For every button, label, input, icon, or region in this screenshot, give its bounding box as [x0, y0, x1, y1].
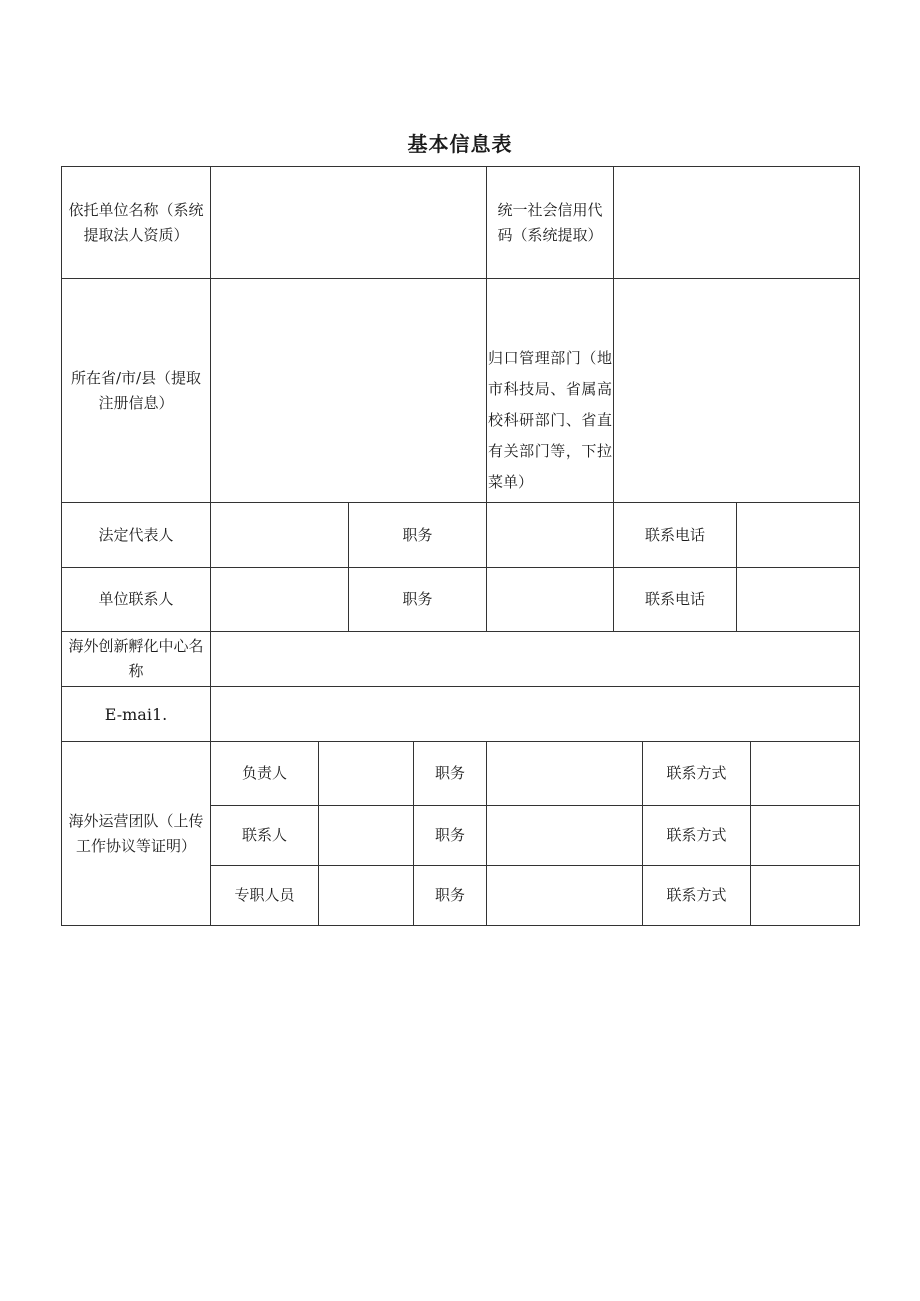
- dept-dropdown[interactable]: [613, 278, 860, 503]
- team-post-label: 职务: [413, 805, 487, 866]
- unit-contact-field[interactable]: [210, 567, 349, 632]
- legal-rep-post-field[interactable]: [486, 502, 614, 568]
- team-post-label: 职务: [413, 741, 487, 806]
- unit-contact-post-field[interactable]: [486, 567, 614, 632]
- credit-code-field[interactable]: [613, 166, 860, 279]
- team-role-label: 负责人: [210, 741, 319, 806]
- credit-code-label: 统一社会信用代码（系统提取）: [486, 166, 614, 279]
- location-label: 所在省/市/县（提取注册信息）: [61, 278, 211, 503]
- team-staff-name-field[interactable]: [318, 865, 414, 926]
- legal-rep-phone-label: 联系电话: [613, 502, 737, 568]
- team-contact-contact-field[interactable]: [750, 805, 860, 866]
- unit-contact-post-label: 职务: [348, 567, 487, 632]
- team-contact-label: 联系方式: [642, 865, 751, 926]
- unit-contact-phone-label: 联系电话: [613, 567, 737, 632]
- team-label: 海外运营团队（上传工作协议等证明）: [61, 741, 211, 926]
- unit-name-label: 依托单位名称（系统提取法人资质）: [61, 166, 211, 279]
- legal-rep-phone-field[interactable]: [736, 502, 860, 568]
- team-post-label: 职务: [413, 865, 487, 926]
- location-field[interactable]: [210, 278, 487, 503]
- team-role-label: 联系人: [210, 805, 319, 866]
- page-title: 基本信息表: [407, 132, 513, 156]
- email-label: E-mai1.: [61, 686, 211, 742]
- unit-contact-phone-field[interactable]: [736, 567, 860, 632]
- email-field[interactable]: [210, 686, 860, 742]
- unit-contact-label: 单位联系人: [61, 567, 211, 632]
- dept-label: 归口管理部门（地市科技局、省属高校科研部门、省直有关部门等，下拉菜单）: [486, 278, 614, 503]
- center-name-field[interactable]: [210, 631, 860, 687]
- team-lead-name-field[interactable]: [318, 741, 414, 806]
- team-role-label: 专职人员: [210, 865, 319, 926]
- team-contact-label: 联系方式: [642, 805, 751, 866]
- team-staff-contact-field[interactable]: [750, 865, 860, 926]
- legal-rep-label: 法定代表人: [61, 502, 211, 568]
- unit-name-field[interactable]: [210, 166, 487, 279]
- legal-rep-field[interactable]: [210, 502, 349, 568]
- team-staff-post-field[interactable]: [486, 865, 643, 926]
- team-contact-post-field[interactable]: [486, 805, 643, 866]
- team-contact-name-field[interactable]: [318, 805, 414, 866]
- center-name-label: 海外创新孵化中心名称: [61, 631, 211, 687]
- team-contact-label: 联系方式: [642, 741, 751, 806]
- team-lead-post-field[interactable]: [486, 741, 643, 806]
- team-lead-contact-field[interactable]: [750, 741, 860, 806]
- legal-rep-post-label: 职务: [348, 502, 487, 568]
